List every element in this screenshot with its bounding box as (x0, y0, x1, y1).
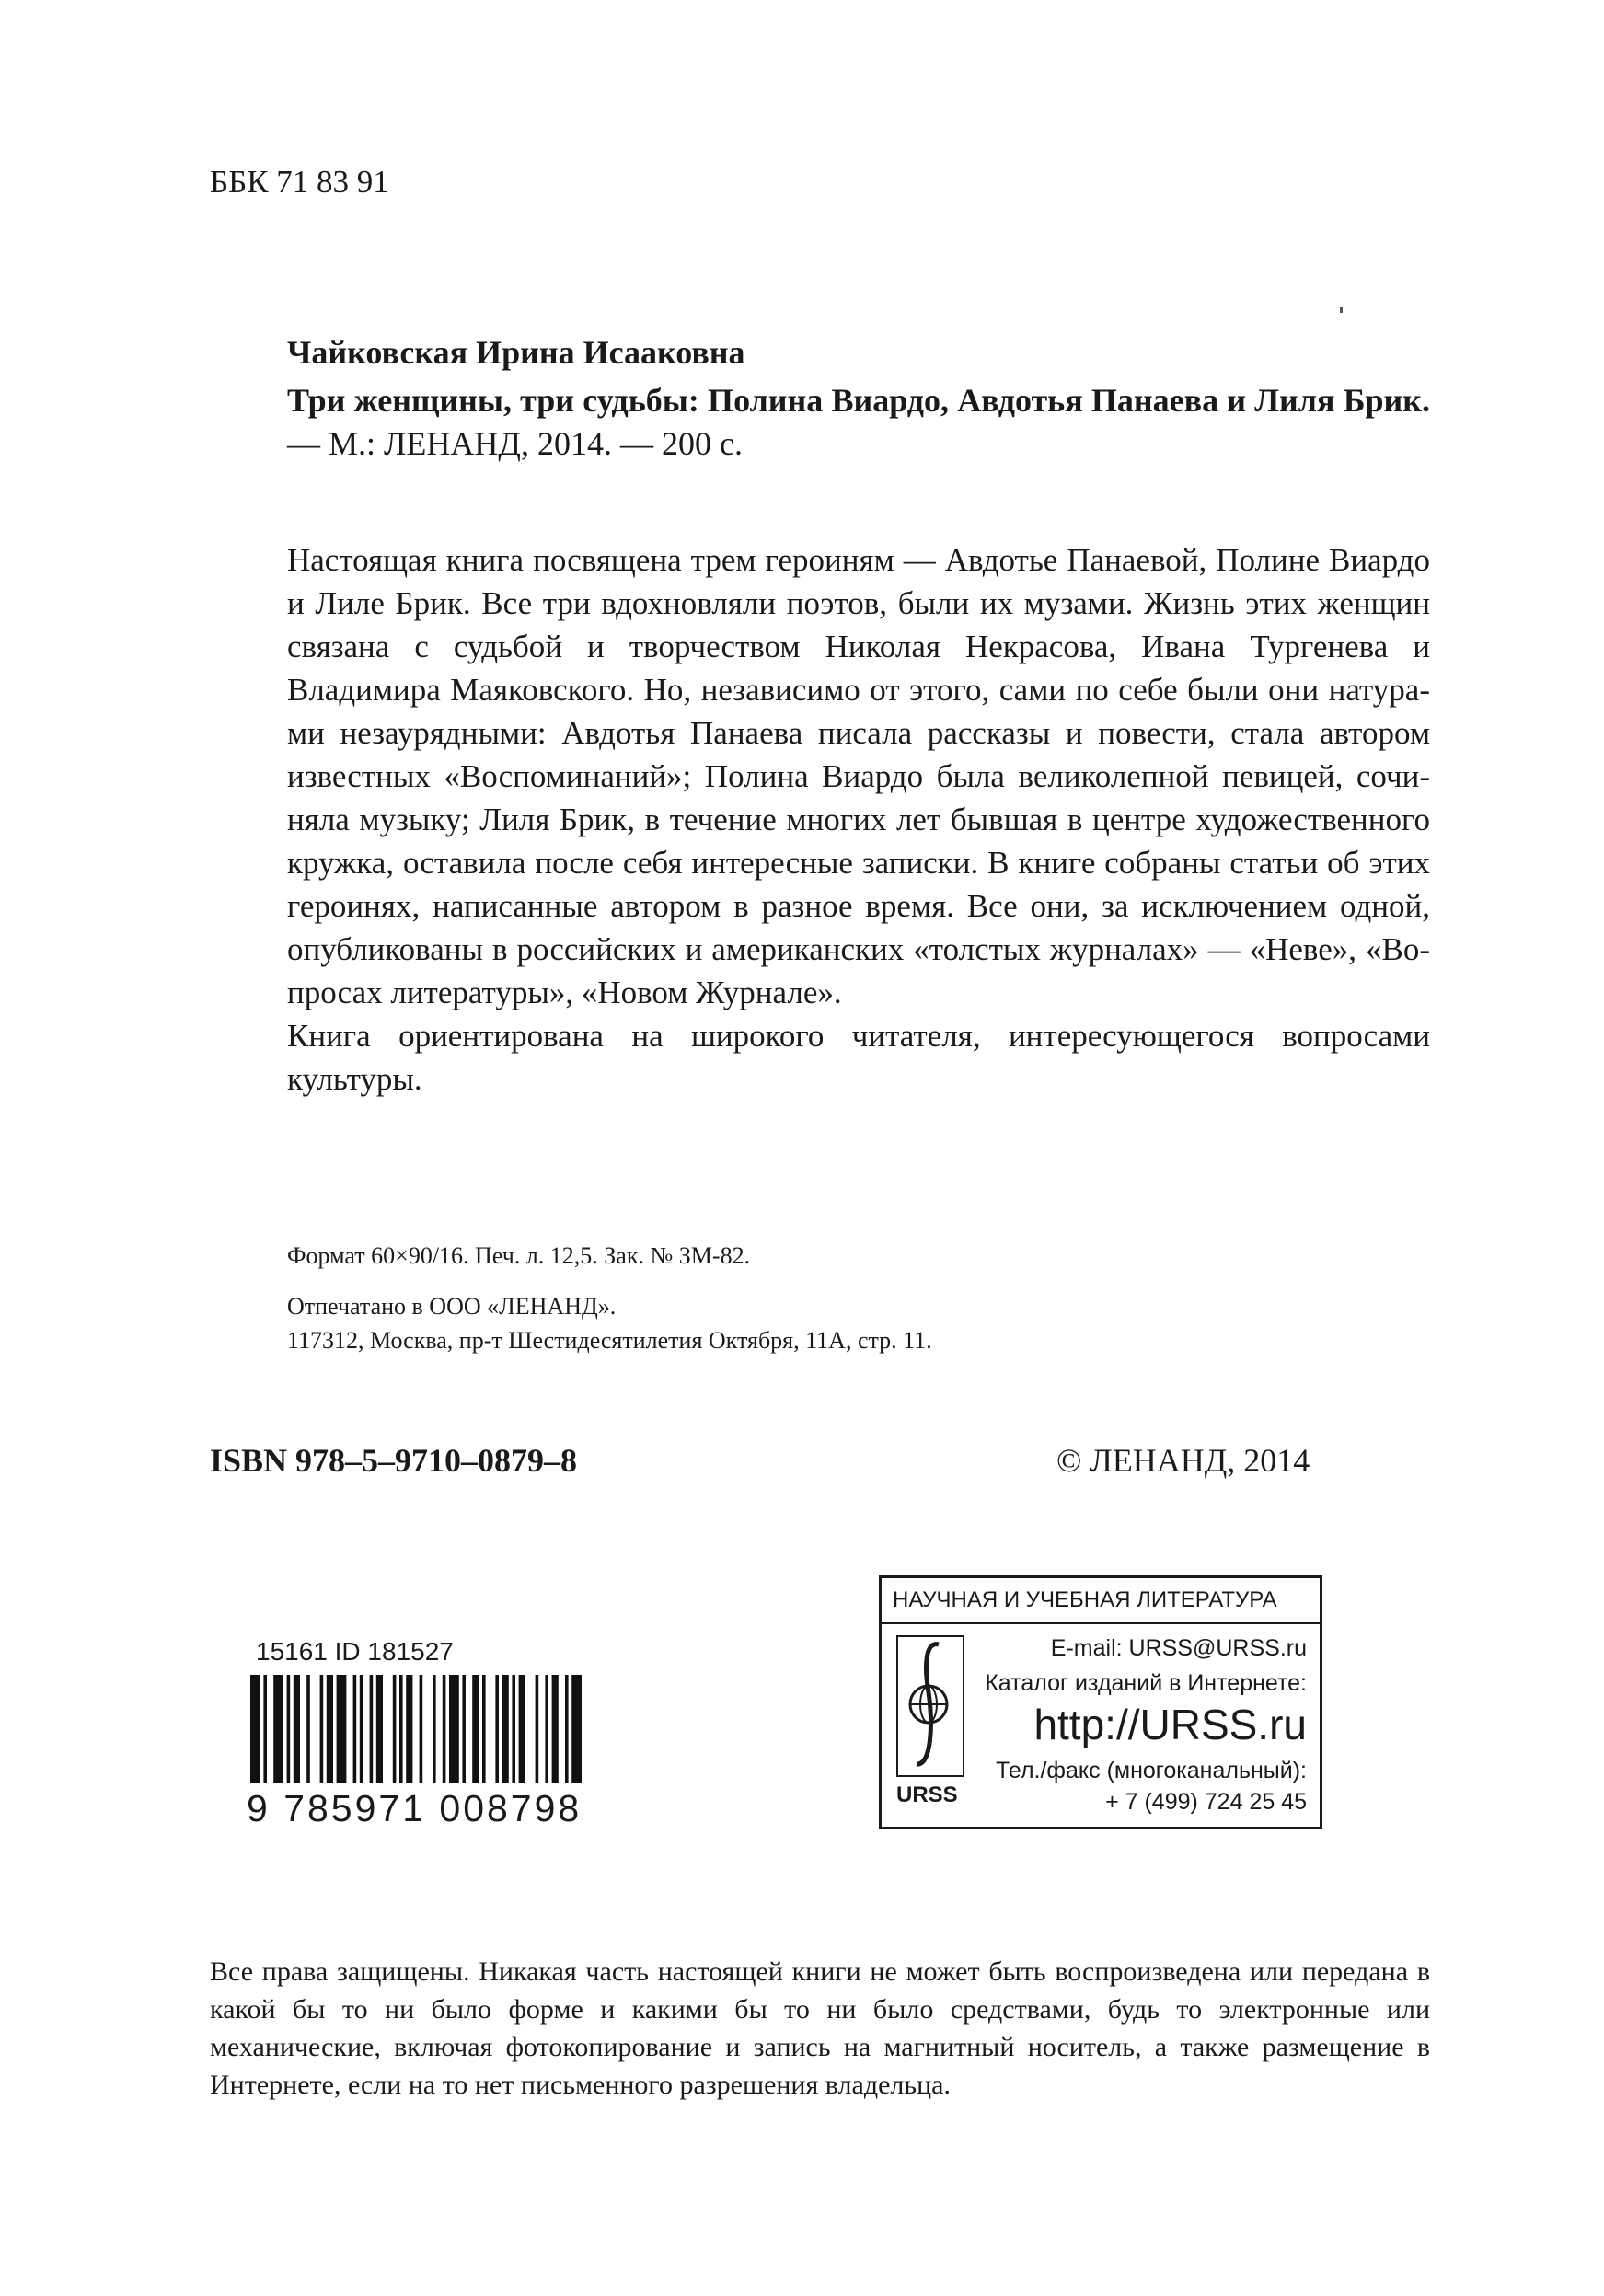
barcode-bar (294, 1675, 300, 1783)
abstract-text-1: Настоящая книга посвящена трем героиням — Авдотье Панаевой, Полине Виардо и Лиле Брик. Все три вдохновляли поэтов, были их музами. Жизнь этих женщин связана с судьбой и творчеством Николая Некрасова, Ивана Тургенева и Владимира Маяковского. Но, независимо от этого, сами по себе были они натурами незаурядными: Авдотья Панаева писала рассказы и повести, стала автором известных «Воспоминаний»; Полина Виардо была великолепной певицей, сочиняла музыку; Лиля Брик, в течение многих лет бывшая в центре художественного кружка, оставила после себя интересные записки. В книге собраны статьи об этих героинях, написанные автором в разное время. Все они, за исключением одной, опубликованы в российских и американских «толстых журналах» — «Неве», «Вопросах литературы», «Новом Журнале». (287, 542, 1430, 1010)
barcode-bar (376, 1675, 383, 1783)
publisher-phone-label: Тел./факс (многоканальный): (996, 1758, 1307, 1783)
barcode-bar (449, 1675, 459, 1783)
urss-logo-icon (896, 1635, 964, 1777)
scan-speck (1340, 307, 1343, 313)
bbk-code: ББК 71 83 91 (210, 164, 389, 200)
barcode-bar (512, 1675, 515, 1783)
barcode-bar (536, 1675, 539, 1783)
book-title (287, 379, 1430, 466)
barcode-bar (393, 1675, 397, 1783)
barcode-bar (571, 1675, 582, 1783)
barcode-bar (502, 1675, 509, 1783)
copyright: © ЛЕНАНД, 2014 (1056, 1442, 1310, 1479)
barcode-bar (273, 1675, 283, 1783)
publisher-divider (882, 1622, 1320, 1624)
printed-line: Отпечатано в ООО «ЛЕНАНД». (287, 1293, 617, 1320)
abstract-text-2: Книга ориентирована на широкого читателя, интересующегося вопросами культуры. (287, 1018, 1430, 1097)
barcode-bar (360, 1675, 363, 1783)
isbn: ISBN 978–5–9710–0879–8 (210, 1442, 578, 1479)
barcode-bar (519, 1675, 525, 1783)
publisher-catalog-label: Каталог изданий в Интернете: (985, 1670, 1307, 1696)
address-line: 117312, Москва, пр-т Шестидесятилетия Октября, 11А, стр. 11. (287, 1327, 932, 1354)
author-name: Чайковская Ирина Исааковна (287, 334, 745, 371)
barcode-bar (337, 1675, 347, 1783)
barcode-bar (250, 1675, 260, 1783)
barcode-bar (433, 1675, 436, 1783)
publisher-box (879, 1575, 1322, 1829)
rights-notice: Все права защищены. Никакая часть настоящей книги не может быть воспроизведена или передана в какой бы то ни было форме и какими бы то ни было средствами, будь то электронные или механические, включая фотокопирование и запись на магнитный носитель, а также размещение в Интернете, если на то нет письменного разрешения владельца. (210, 1956, 1430, 2100)
barcode-bar (443, 1675, 446, 1783)
barcode-bar (263, 1675, 267, 1783)
barcode-bar (482, 1675, 486, 1783)
publisher-url: http://URSS.ru (1033, 1701, 1307, 1748)
format-line: Формат 60×90/16. Печ. л. 12,5. Зак. № ЗМ-82. (287, 1242, 751, 1269)
barcode-bar (545, 1675, 548, 1783)
barcode-bar (320, 1675, 324, 1783)
barcode-bar (406, 1675, 412, 1783)
publisher-email: E-mail: URSS@URSS.ru (1050, 1635, 1307, 1661)
barcode-bar (287, 1675, 291, 1783)
abstract-paragraph-1 (287, 538, 1430, 1014)
print-details (287, 1239, 932, 1357)
barcode-bar (306, 1675, 310, 1783)
barcode-bar (370, 1675, 374, 1783)
barcode-bar (472, 1675, 479, 1783)
barcode-digits: 9 785971 008798 (247, 1787, 583, 1829)
book-title-main: Три женщины, три судьбы: Полина Виардо, Авдотья Панаева и Лиля Брик. (287, 382, 1430, 419)
barcode-bar (420, 1675, 423, 1783)
barcode-bar (399, 1675, 403, 1783)
publisher-header: НАУЧНАЯ И УЧЕБНАЯ ЛИТЕРАТУРА (893, 1587, 1277, 1612)
urss-logo-text: URSS (896, 1783, 958, 1807)
abstract-paragraph-2 (287, 1014, 1430, 1101)
barcode-id: 15161 ID 181527 (256, 1637, 454, 1666)
barcode-bar (552, 1675, 559, 1783)
barcode-bars (247, 1675, 642, 1785)
publisher-phone: + 7 (499) 724 25 45 (1105, 1789, 1307, 1815)
abstract (287, 538, 1430, 1101)
barcode-bar (327, 1675, 333, 1783)
book-title-imprint: — М.: ЛЕНАНД, 2014. — 200 с. (287, 425, 743, 462)
barcode-bar (495, 1675, 499, 1783)
barcode-bar (462, 1675, 466, 1783)
barcode-bar (353, 1675, 357, 1783)
barcode-bar (565, 1675, 569, 1783)
